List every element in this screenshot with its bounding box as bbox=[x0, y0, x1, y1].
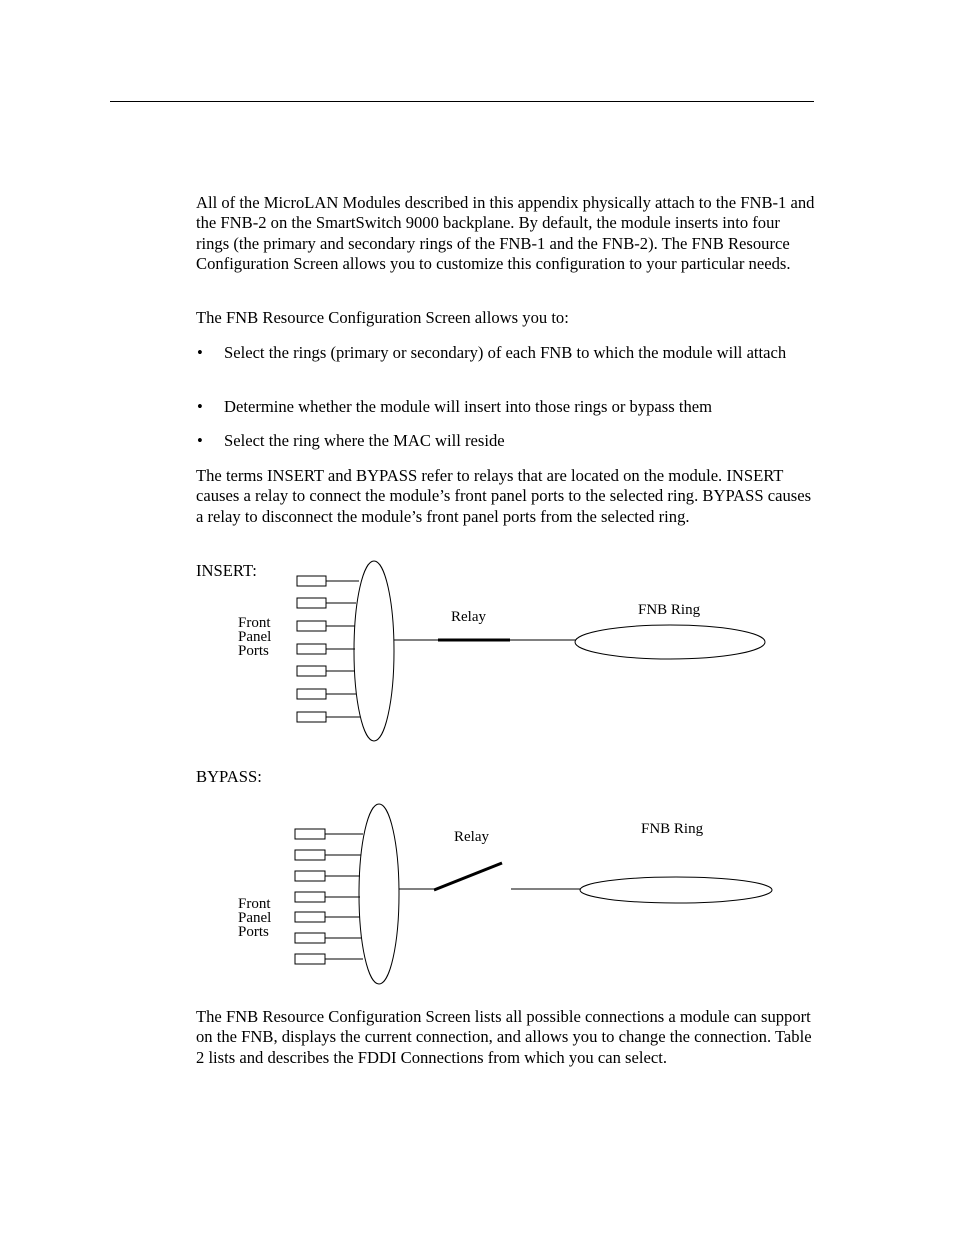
bypass-fnb-ring bbox=[580, 877, 772, 903]
port-icon bbox=[295, 850, 325, 860]
insert-relay-label: Relay bbox=[451, 609, 486, 625]
port-icon bbox=[297, 712, 326, 722]
port-icon bbox=[297, 621, 326, 631]
closing-paragraph: The FNB Resource Configuration Screen lists all possible connections a module can support on the FNB, displays the current connection, and allows you to change the connection. Table 2 lists and describes the FDDI Connections from which you can select. bbox=[196, 1007, 812, 1067]
bullet-text: Select the ring where the MAC will reside bbox=[224, 431, 505, 450]
bullet-marker: • bbox=[197, 431, 203, 450]
port-icon bbox=[297, 576, 326, 586]
port-icon bbox=[297, 598, 326, 608]
port-icon bbox=[295, 954, 325, 964]
bypass-front-panel-ports bbox=[295, 829, 363, 964]
bullet-text: Select the rings (primary or secondary) of each FNB to which the module will attach bbox=[224, 343, 787, 362]
port-icon bbox=[295, 829, 325, 839]
ports-label-line: Panel bbox=[238, 910, 272, 926]
ports-label-line: Ports bbox=[238, 643, 269, 659]
insert-fnb-ring bbox=[575, 625, 765, 659]
port-icon bbox=[297, 666, 326, 676]
insert-caption: INSERT: bbox=[196, 561, 257, 580]
bypass-ring-label: FNB Ring bbox=[641, 821, 704, 837]
bullet-text: Determine whether the module will insert into those rings or bypass them bbox=[224, 397, 713, 416]
port-icon bbox=[297, 689, 326, 699]
ports-label-line: Ports bbox=[238, 924, 269, 940]
port-icon bbox=[295, 892, 325, 902]
ports-label-line: Panel bbox=[238, 629, 272, 645]
insert-front-panel-ports bbox=[297, 576, 360, 722]
intro-paragraph: All of the MicroLAN Modules described in this appendix physically attach to the FNB-1 and the FNB-2 on the SmartSwitch 9000 backplane. By default, the module inserts into four rings (the primary and secondary rings of the FNB-1 and the FNB-2). The FNB Resource Configuration Screen allows you to customize this configuration to your particular needs. bbox=[196, 193, 815, 273]
port-icon bbox=[295, 912, 325, 922]
port-icon bbox=[295, 933, 325, 943]
bullet-marker: • bbox=[197, 343, 203, 362]
bullet-marker: • bbox=[197, 397, 203, 416]
port-icon bbox=[297, 644, 326, 654]
insert-module-ellipse bbox=[354, 561, 394, 741]
bypass-module-ellipse bbox=[359, 804, 399, 984]
insert-diagram bbox=[297, 561, 765, 741]
bypass-caption: BYPASS: bbox=[196, 767, 262, 786]
bypass-relay-open bbox=[434, 863, 502, 890]
terms-paragraph: The terms INSERT and BYPASS refer to relays that are located on the module. INSERT causes a relay to connect the module’s front panel ports to the selected ring. BYPASS causes a relay to disconnect the module’s front panel ports from the selected ring. bbox=[196, 466, 812, 526]
ports-label-line: Front bbox=[238, 615, 271, 631]
port-icon bbox=[295, 871, 325, 881]
bypass-relay-label: Relay bbox=[454, 829, 489, 845]
insert-ring-label: FNB Ring bbox=[638, 602, 701, 618]
ports-label-line: Front bbox=[238, 896, 271, 912]
allows-paragraph: The FNB Resource Configuration Screen allows you to: bbox=[196, 308, 569, 327]
